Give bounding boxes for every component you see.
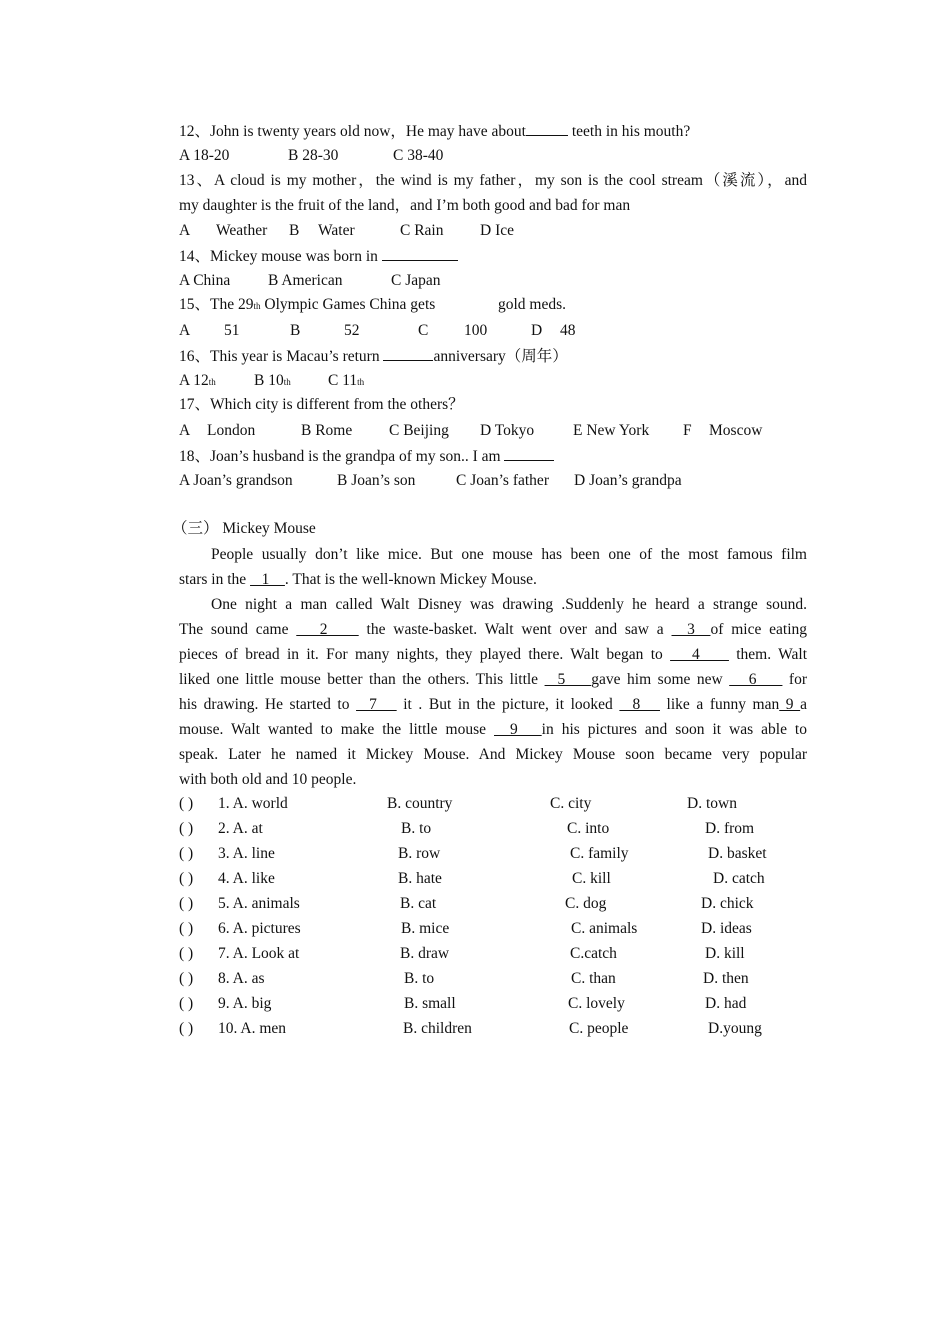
q13-option-a-letter: A bbox=[179, 222, 191, 239]
passage-line bbox=[179, 642, 807, 667]
q17-option-b: B Rome bbox=[301, 422, 353, 439]
cloze-row bbox=[179, 919, 193, 939]
q17-option-a: London bbox=[207, 422, 256, 439]
cloze-option-d: D. then bbox=[703, 970, 749, 987]
blank-7: 7 bbox=[356, 696, 397, 713]
blank-8: 8 bbox=[619, 696, 660, 713]
cloze-option-b: B. row bbox=[398, 845, 441, 862]
cloze-option-c: C. than bbox=[571, 970, 616, 987]
answer-paren: ( ) bbox=[179, 920, 194, 937]
question-17-stem: 17、Which city is different from the others？ bbox=[179, 396, 464, 413]
cloze-option-a: 5. A. animals bbox=[218, 895, 300, 912]
q12-option-c: C 38-40 bbox=[393, 147, 444, 164]
q18-option-b: B Joan’s son bbox=[337, 472, 416, 489]
blank-5: 5 bbox=[544, 671, 592, 688]
cloze-option-d: D. kill bbox=[705, 945, 745, 962]
cloze-option-d: D. from bbox=[705, 820, 755, 837]
cloze-option-b: B. draw bbox=[400, 945, 450, 962]
q17-option-d: D Tokyo bbox=[480, 422, 535, 439]
q15-option-a-letter: A bbox=[179, 322, 191, 339]
cloze-option-d: D. ideas bbox=[701, 920, 752, 937]
cloze-row bbox=[179, 944, 193, 964]
q16-text-b: anniversary（周年） bbox=[433, 348, 568, 365]
q16-option-c bbox=[328, 371, 364, 392]
passage-text: The sound came bbox=[179, 621, 297, 638]
blank-9: 9 bbox=[779, 696, 801, 713]
q17-option-f-letter: F bbox=[683, 422, 692, 439]
blank-4: 4 bbox=[670, 646, 729, 663]
q16-option-c-ordinal: th bbox=[357, 377, 365, 387]
cloze-option-a: 9. A. big bbox=[218, 995, 272, 1012]
passage-text: it . But in the picture, it looked bbox=[396, 696, 620, 713]
q13-option-a: Weather bbox=[216, 222, 268, 239]
passage-line: with both old and 10 people. bbox=[179, 771, 357, 788]
passage-text: like a funny man bbox=[659, 696, 780, 713]
q13-option-d: D Ice bbox=[480, 222, 514, 239]
answer-paren: ( ) bbox=[179, 820, 194, 837]
q18-option-d: D Joan’s grandpa bbox=[574, 472, 682, 489]
q17-option-f: Moscow bbox=[709, 422, 763, 439]
cloze-option-b: B. cat bbox=[400, 895, 437, 912]
cloze-option-d: D. town bbox=[687, 795, 737, 812]
q12-text-b: teeth in his mouth? bbox=[567, 123, 691, 140]
q14-option-c: C Japan bbox=[391, 272, 441, 289]
passage-text: pieces of bread in it. For many nights, they played there. Walt began to bbox=[179, 646, 671, 663]
answer-blank bbox=[383, 345, 433, 361]
cloze-option-c: C. family bbox=[570, 845, 629, 862]
cloze-option-b: B. to bbox=[401, 820, 432, 837]
cloze-option-d: D. chick bbox=[701, 895, 754, 912]
q15-text-b: Olympic Games China gets bbox=[260, 296, 436, 313]
passage-text: of mice eating bbox=[710, 621, 808, 638]
cloze-row bbox=[179, 894, 193, 914]
q16-option-b-text: B 10 bbox=[254, 372, 284, 389]
q16-option-a bbox=[179, 371, 216, 392]
q14-option-a: A China bbox=[179, 272, 231, 289]
passage-text: mouse. Walt wanted to make the little mouse bbox=[179, 721, 494, 738]
cloze-option-b: B. children bbox=[403, 1020, 472, 1037]
q14-option-b: B American bbox=[268, 272, 343, 289]
passage-text: . That is the well-known Mickey Mouse. bbox=[284, 571, 537, 588]
passage-line: People usually don’t like mice. But one mouse has been one of the most famous film bbox=[211, 546, 807, 563]
cloze-row bbox=[179, 794, 193, 814]
q15-option-d: 48 bbox=[560, 322, 576, 339]
q12-text-a: 12、John is twenty years old now，He may have about bbox=[179, 123, 526, 140]
question-15-stem bbox=[179, 295, 435, 316]
passage-text: liked one little mouse better than the others. This little bbox=[179, 671, 545, 688]
answer-paren: ( ) bbox=[179, 945, 194, 962]
cloze-row bbox=[179, 819, 193, 839]
cloze-option-a: 1. A. world bbox=[218, 795, 288, 812]
answer-blank bbox=[526, 120, 568, 136]
cloze-option-c: C. lovely bbox=[568, 995, 625, 1012]
cloze-row bbox=[179, 1019, 193, 1039]
answer-paren: ( ) bbox=[179, 845, 194, 862]
passage bbox=[179, 542, 807, 792]
blank-3: 3 bbox=[671, 621, 711, 638]
cloze-option-b: B. hate bbox=[398, 870, 442, 887]
blank-6: 6 bbox=[729, 671, 783, 688]
passage-text: the waste-basket. Walt went over and saw a bbox=[358, 621, 672, 638]
cloze-row bbox=[179, 844, 193, 864]
cloze-option-b: B. mice bbox=[401, 920, 450, 937]
blank-1: 1 bbox=[250, 571, 285, 588]
q13-option-c: C Rain bbox=[400, 222, 444, 239]
question-18-stem bbox=[179, 445, 554, 467]
q15-option-a: 51 bbox=[224, 322, 240, 339]
q16-option-c-text: C 11 bbox=[328, 372, 358, 389]
cloze-option-c: C. into bbox=[567, 820, 610, 837]
passage-line bbox=[179, 692, 807, 717]
question-13-stem bbox=[179, 168, 807, 218]
q13-option-b-letter: B bbox=[289, 222, 300, 239]
cloze-option-c: C. people bbox=[569, 1020, 629, 1037]
answer-blank bbox=[504, 445, 554, 461]
blank-9: 9 bbox=[494, 721, 542, 738]
q15-option-c-letter: C bbox=[418, 322, 429, 339]
cloze-option-a: 4. A. like bbox=[218, 870, 275, 887]
answer-paren: ( ) bbox=[179, 895, 194, 912]
q16-option-a-text: A 12 bbox=[179, 372, 209, 389]
passage-line bbox=[179, 617, 807, 642]
q17-option-e: E New York bbox=[573, 422, 650, 439]
q17-option-a-letter: A bbox=[179, 422, 191, 439]
q15-ordinal: th bbox=[253, 301, 261, 311]
q15-option-b: 52 bbox=[344, 322, 360, 339]
cloze-option-d: D. basket bbox=[708, 845, 767, 862]
passage-text: a bbox=[800, 696, 808, 713]
q13-option-b: Water bbox=[318, 222, 355, 239]
section-heading: （三） Mickey Mouse bbox=[172, 520, 316, 537]
answer-paren: ( ) bbox=[179, 795, 194, 812]
q12-option-a: A 18-20 bbox=[179, 147, 230, 164]
passage-text: stars in the bbox=[179, 571, 251, 588]
question-14-stem bbox=[179, 245, 458, 267]
passage-line bbox=[179, 667, 807, 692]
q16-option-b-ordinal: th bbox=[283, 377, 291, 387]
cloze-option-c: C.catch bbox=[570, 945, 617, 962]
q18-option-c: C Joan’s father bbox=[456, 472, 549, 489]
q16-text-a: 16、This year is Macau’s return bbox=[179, 348, 384, 365]
answer-paren: ( ) bbox=[179, 970, 194, 987]
cloze-option-c: C. city bbox=[550, 795, 592, 812]
q15-option-b-letter: B bbox=[290, 322, 301, 339]
cloze-option-a: 3. A. line bbox=[218, 845, 275, 862]
passage-line bbox=[179, 567, 807, 592]
q13-line-2: my daughter is the fruit of the land，and I’m both good and bad for man bbox=[179, 197, 631, 214]
cloze-option-d: D.young bbox=[708, 1020, 762, 1037]
cloze-row bbox=[179, 969, 193, 989]
question-12-stem bbox=[179, 120, 690, 142]
q15-text-c: gold meds. bbox=[498, 296, 567, 313]
q12-option-b: B 28-30 bbox=[288, 147, 339, 164]
q16-option-a-ordinal: th bbox=[208, 377, 216, 387]
blank-2: 2 bbox=[296, 621, 359, 638]
passage-text: them. Walt bbox=[728, 646, 808, 663]
cloze-option-c: C. kill bbox=[572, 870, 611, 887]
q13-line-1: 13、A cloud is my mother，the wind is my father，my son is the cool stream（溪流），and bbox=[179, 172, 807, 189]
q14-text: 14、Mickey mouse was born in bbox=[179, 248, 382, 265]
answer-blank bbox=[382, 245, 458, 261]
passage-line bbox=[179, 717, 807, 742]
answer-paren: ( ) bbox=[179, 870, 194, 887]
cloze-option-a: 8. A. as bbox=[218, 970, 265, 987]
cloze-option-b: B. to bbox=[404, 970, 435, 987]
q18-text: 18、Joan’s husband is the grandpa of my son.. I am bbox=[179, 448, 505, 465]
answer-paren: ( ) bbox=[179, 995, 194, 1012]
cloze-option-a: 7. A. Look at bbox=[218, 945, 300, 962]
passage-text: for bbox=[782, 671, 808, 688]
q16-option-b bbox=[254, 371, 291, 392]
cloze-option-c: C. dog bbox=[565, 895, 607, 912]
answer-paren: ( ) bbox=[179, 1020, 194, 1037]
passage-line: One night a man called Walt Disney was drawing .Suddenly he heard a strange sound. bbox=[211, 596, 807, 613]
cloze-option-a: 2. A. at bbox=[218, 820, 263, 837]
passage-text: his drawing. He started to bbox=[179, 696, 357, 713]
q17-option-c: C Beijing bbox=[389, 422, 449, 439]
cloze-row bbox=[179, 994, 193, 1014]
q15-option-c: 100 bbox=[464, 322, 488, 339]
passage-text: in his pictures and soon it was able to bbox=[541, 721, 807, 738]
cloze-option-a: 10. A. men bbox=[218, 1020, 287, 1037]
cloze-option-b: B. country bbox=[387, 795, 453, 812]
question-16-stem bbox=[179, 345, 568, 367]
cloze-row bbox=[179, 869, 193, 889]
cloze-option-b: B. small bbox=[404, 995, 456, 1012]
q15-option-d-letter: D bbox=[531, 322, 543, 339]
passage-text: gave him some new bbox=[591, 671, 730, 688]
q15-text-a: 15、The 29 bbox=[179, 296, 254, 313]
passage-line: speak. Later he named it Mickey Mouse. And Mickey Mouse soon became very popular bbox=[179, 746, 807, 763]
cloze-option-c: C. animals bbox=[571, 920, 638, 937]
q18-option-a: A Joan’s grandson bbox=[179, 472, 293, 489]
cloze-option-d: D. catch bbox=[713, 870, 765, 887]
cloze-option-d: D. had bbox=[705, 995, 747, 1012]
cloze-option-a: 6. A. pictures bbox=[218, 920, 301, 937]
